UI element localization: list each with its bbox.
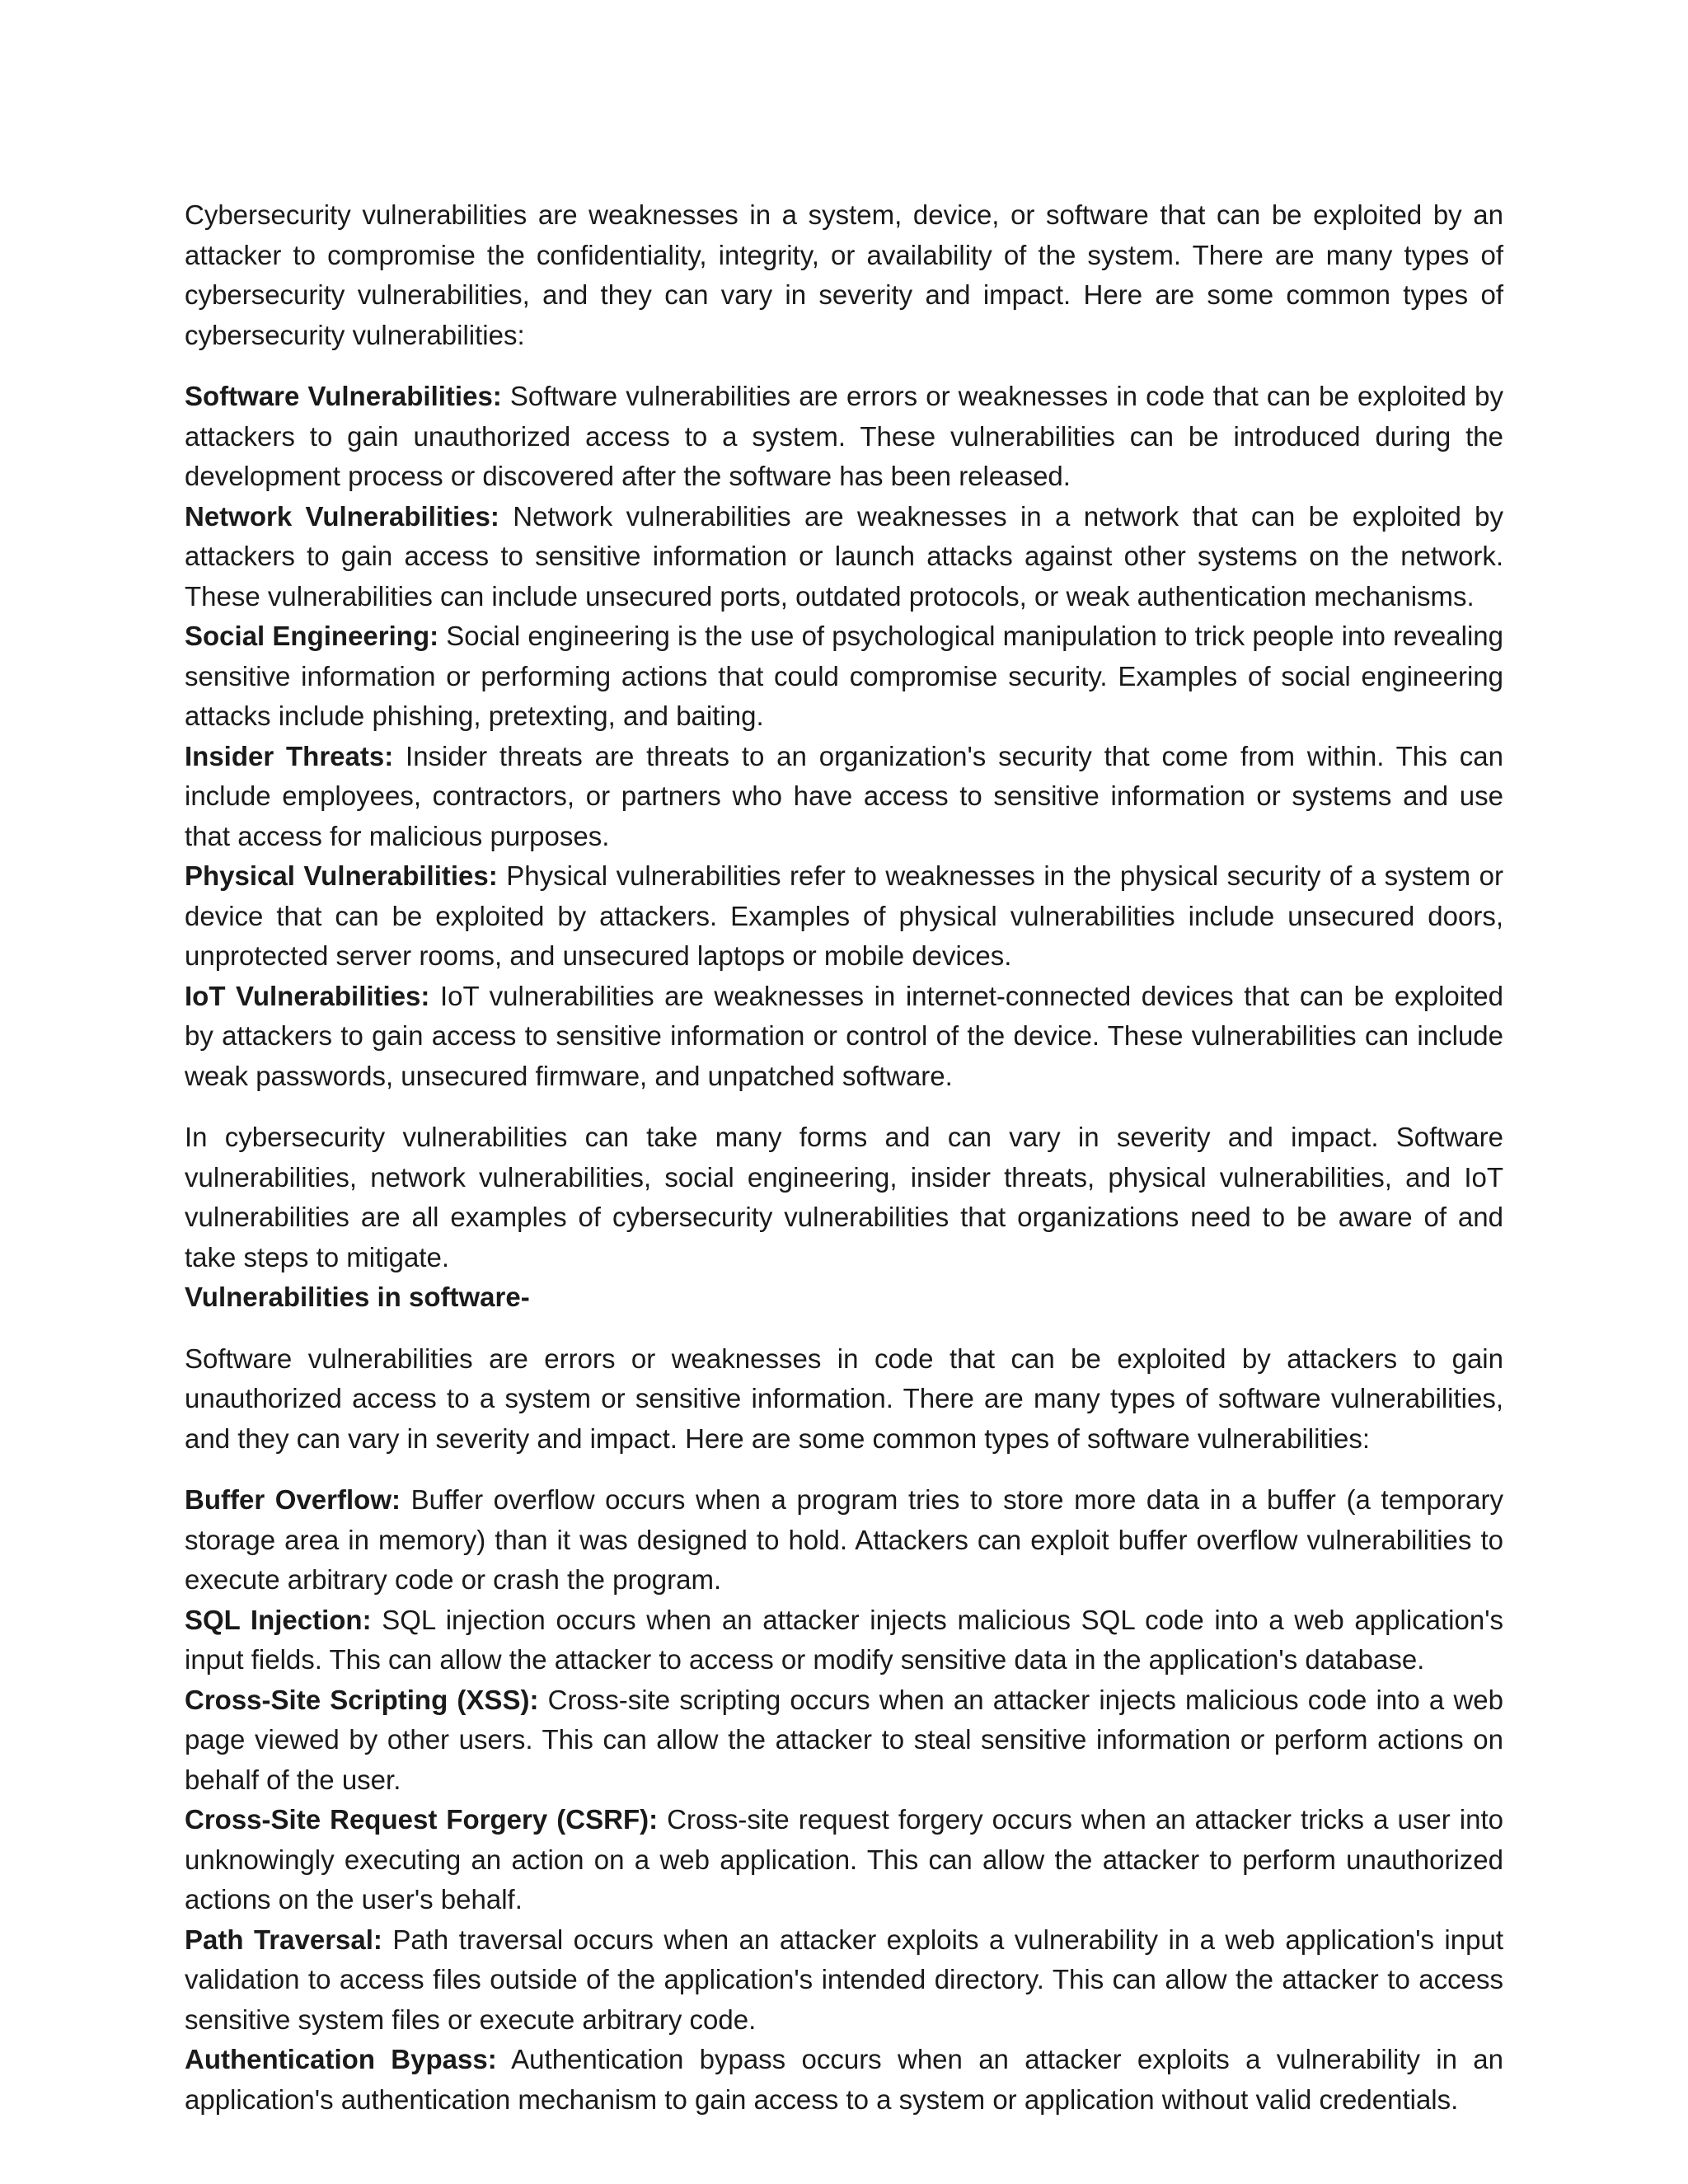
term-description: Buffer overflow occurs when a program tries to store more data in a buffer (a temporary storage area in memory) than it was designed to hold. Attackers can exploit buffer overflow vulnerabilities to execute arbitrary code or crash the program. [185, 1484, 1503, 1595]
term-description: Insider threats are threats to an organization's security that come from within. This can include employees, contractors, or partners who have access to sensitive information or systems and use that access for malicious purposes. [185, 740, 1503, 851]
term-description: Cross-site scripting occurs when an attacker injects malicious code into a web page viewed by other users. This can allow the attacker to steal sensitive information or perform actions on behalf of the user. [185, 1684, 1503, 1795]
list-item [185, 616, 1503, 737]
term-label: Social Engineering: [185, 621, 439, 651]
term-label: Software Vulnerabilities: [185, 381, 502, 411]
term-label: SQL Injection: [185, 1604, 372, 1635]
document-page [185, 195, 1503, 2120]
term-label: Network Vulnerabilities: [185, 500, 499, 532]
term-label: Path Traversal: [185, 1924, 382, 1955]
term-description: Authentication bypass occurs when an attacker exploits a vulnerability in an application's authentication mechanism to gain access to a system or application without valid credentials. [185, 2044, 1503, 2115]
term-description: Network vulnerabilities are weaknesses in a network that can be exploited by attackers to gain access to sensitive information or launch attacks against other systems on the network. These vulnerabilities can include unsecured ports, outdated protocols, or weak authentication mechanisms. [185, 500, 1504, 612]
software-types-list [185, 1480, 1503, 2120]
term-description: SQL injection occurs when an attacker injects malicious SQL code into a web application's input fields. This can allow the attacker to access or modify sensitive data in the application's database. [185, 1604, 1504, 1675]
software-intro-paragraph: Software vulnerabilities are errors or weaknesses in code that can be exploited by attackers to gain unauthorized access to a system or sensitive information. There are many types of software vulnerabilities, and they can vary in severity and impact. Here are some common types of software vulnerabilities: [185, 1343, 1503, 1454]
term-description: Physical vulnerabilities refer to weaknesses in the physical security of a system or device that can be exploited by attackers. Examples of physical vulnerabilities include unsecured doors, unprotected server rooms, and unsecured laptops or mobile devices. [185, 860, 1503, 971]
term-description: IoT vulnerabilities are weaknesses in internet-connected devices that can be exploited by attackers to gain access to sensitive information or control of the device. These vulnerabilities can include weak passwords, unsecured firmware, and unpatched software. [185, 980, 1503, 1091]
term-label: IoT Vulnerabilities: [185, 980, 430, 1011]
list-item [185, 1920, 1503, 2041]
list-item [185, 1601, 1503, 1680]
list-item [185, 737, 1503, 857]
list-item [185, 977, 1503, 1097]
cyber-types-list [185, 377, 1503, 1096]
list-item [185, 2040, 1503, 2120]
list-item [185, 497, 1503, 617]
list-item [185, 856, 1503, 977]
term-label: Physical Vulnerabilities: [185, 860, 498, 891]
list-item [185, 1480, 1503, 1601]
term-label: Authentication Bypass: [185, 2044, 497, 2074]
term-label: Cross-Site Scripting (XSS): [185, 1684, 539, 1715]
term-description: Software vulnerabilities are errors or weaknesses in code that can be exploited by attackers to gain unauthorized access to a system. These vulnerabilities can be introduced during the development process or discovered after the software has been released. [185, 381, 1504, 491]
term-label: Cross-Site Request Forgery (CSRF): [185, 1804, 659, 1835]
term-label: Buffer Overflow: [185, 1484, 401, 1515]
term-description: Path traversal occurs when an attacker exploits a vulnerability in a web application's input validation to access files outside of the application's intended directory. This can allow the attacker to access sensitive system files or execute arbitrary code. [185, 1924, 1503, 2035]
list-item [185, 1800, 1503, 1920]
term-description: Social engineering is the use of psychological manipulation to trick people into revealing sensitive information or performing actions that could compromise security. Examples of social engineering attacks include phishing, pretexting, and baiting. [185, 621, 1503, 731]
term-label: Insider Threats: [185, 740, 394, 771]
term-description: Cross-site request forgery occurs when an attacker tricks a user into unknowingly executing an action on a web application. This can allow the attacker to perform unauthorized actions on the user's behalf. [185, 1804, 1503, 1915]
list-item [185, 1680, 1503, 1801]
intro-paragraph: Cybersecurity vulnerabilities are weaknesses in a system, device, or software that can be exploited by an attacker to compromise the confidentiality, integrity, or availability of the system. There are many types of cybersecurity vulnerabilities, and they can vary in severity and impact. Here are some common types of cybersecurity vulnerabilities: [185, 199, 1503, 350]
section-heading: Vulnerabilities in software- [185, 1282, 530, 1312]
summary-paragraph: In cybersecurity vulnerabilities can take many forms and can vary in severity and impact. Software vulnerabilities, network vulnerabilities, social engineering, insider threats, physical vulnerabilities, and IoT vulnerabilities are all examples of cybersecurity vulnerabilities that organizations need to be aware of and take steps to mitigate. [185, 1122, 1503, 1272]
list-item [185, 377, 1503, 497]
